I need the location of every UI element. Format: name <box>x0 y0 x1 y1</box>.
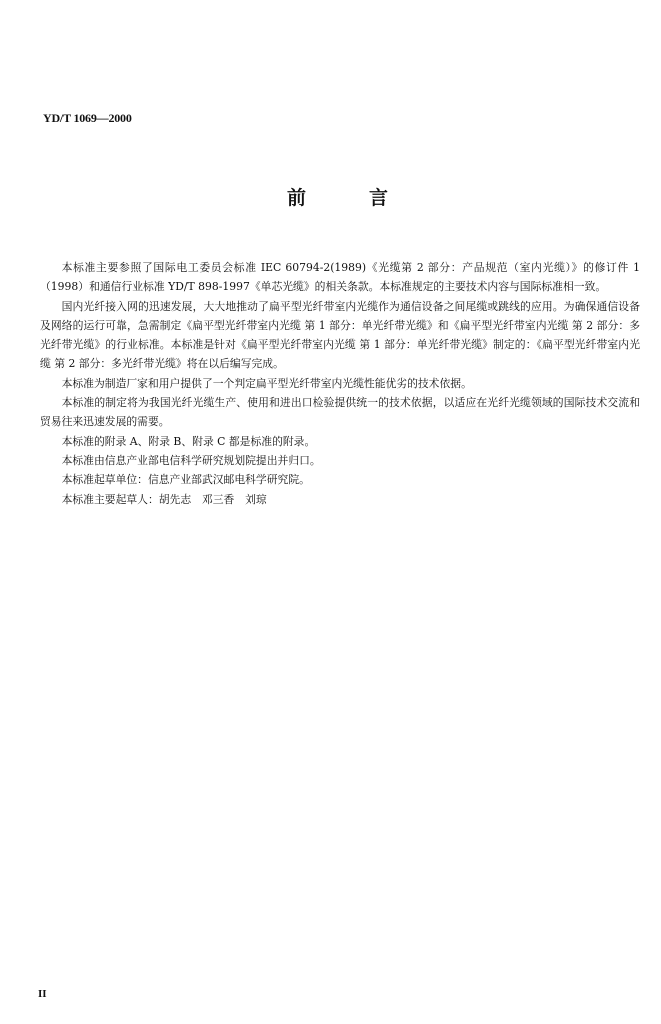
foreword-body <box>40 258 640 509</box>
standard-code: YD/T 1069—2000 <box>43 111 132 125</box>
paragraph-proposer: 本标准由信息产业部电信科学研究规划院提出并归口。 <box>61 453 321 467</box>
paragraph-drafting-unit: 本标准起草单位：信息产业部武汉邮电科学研究院。 <box>61 473 310 487</box>
paragraph-reference: 本标准主要参照了国际电工委员会标准 IEC 60794-2(1989)《光缆第 2 部分：产品规范（室内光缆）》的修订件 1（1998）和通信行业标准 YD/T 898-1997《单芯光缆》的相关条款。本标准规定的主要技术内容与国际标准相一致。 <box>40 261 640 294</box>
paragraph-drafters: 本标准主要起草人：胡先志 邓三香 刘琼 <box>61 492 267 506</box>
paragraph-background: 国内光纤接入网的迅速发展，大大地推动了扁平型光纤带室内光缆作为通信设备之间尾缆或跳线的应用。为确保通信设备及网络的运行可靠，急需制定《扁平型光纤带室内光缆 第 1 部分：单光纤带光缆》和《扁平型光纤带室内光缆 第 2 部分：多光纤带光缆》的行业标准。本标准是针对《扁平型光纤带室内光缆 第 1 部分：单光纤带光缆》制定的：《扁平型光纤带室内光缆 第 2 部分：多光纤带光缆》将在以后编写完成。 <box>40 299 640 371</box>
paragraph-significance: 本标准的制定将为我国光纤光缆生产、使用和进出口检验提供统一的技术依据，以适应在光纤光缆领域的国际技术交流和贸易往来迅速发展的需要。 <box>40 396 640 429</box>
paragraph-appendices: 本标准的附录 A、附录 B、附录 C 都是标准的附录。 <box>61 434 316 448</box>
title-char-2: 言 <box>369 187 389 209</box>
title-char-1: 前 <box>287 187 307 209</box>
paragraph-purpose: 本标准为制造厂家和用户提供了一个判定扁平型光纤带室内光缆性能优劣的技术依据。 <box>61 376 472 390</box>
page-number: II <box>38 988 47 1000</box>
